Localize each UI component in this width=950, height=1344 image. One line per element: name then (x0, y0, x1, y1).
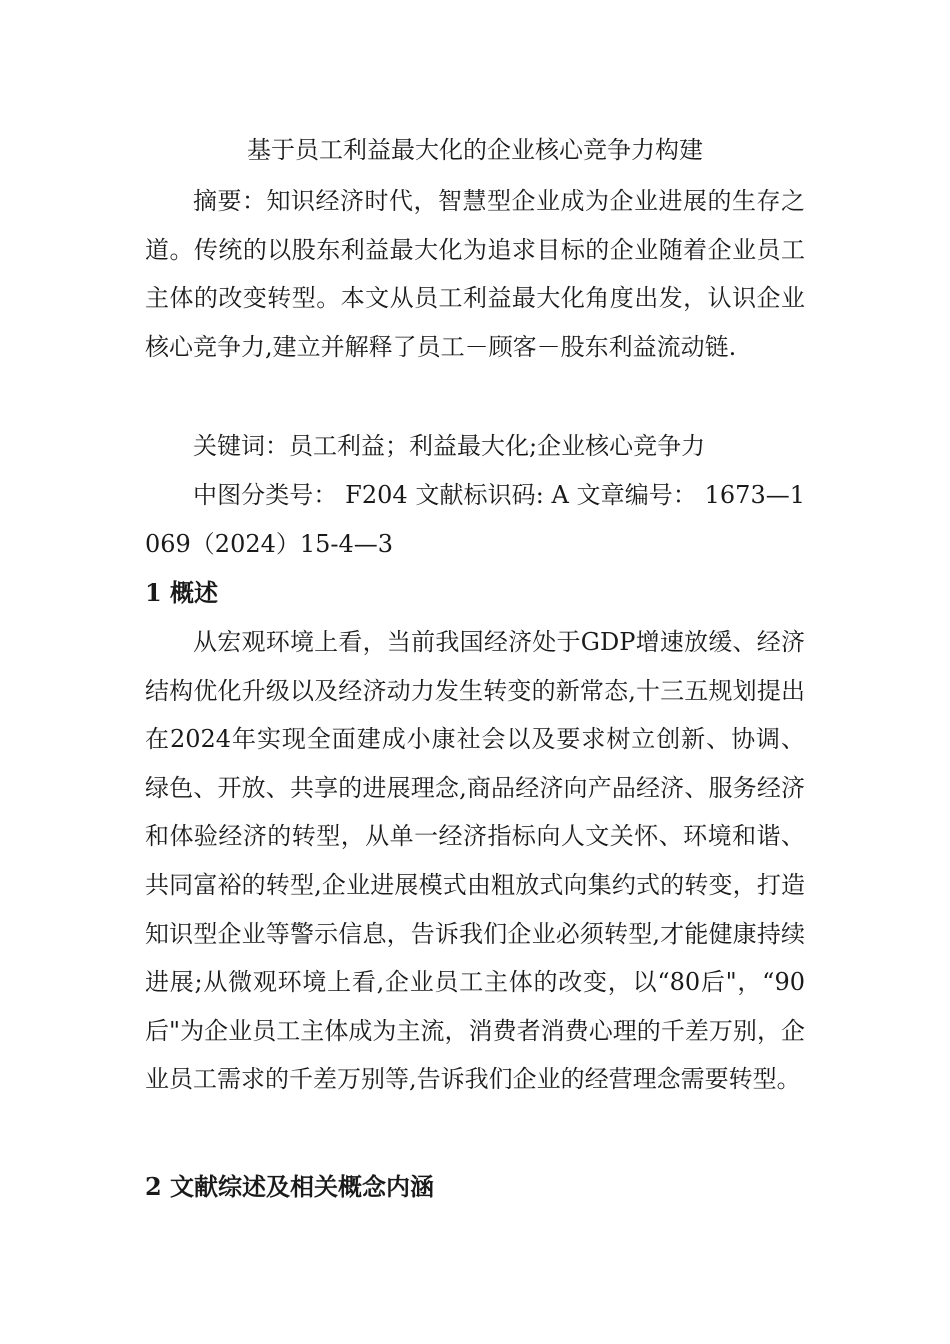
keywords-line: 关键词：员工利益；利益最大化;企业核心竞争力 (193, 432, 706, 460)
section-2-heading: 2 文献综述及相关概念内涵 (145, 1172, 435, 1201)
classification-line: 中图分类号： F204 文献标识码: A 文章编号： 1673—1069（2024）15-4—3 (145, 481, 805, 558)
document-title: 基于员工利益最大化的企业核心竞争力构建 (247, 136, 703, 164)
section-1-heading: 1 概述 (145, 578, 219, 607)
section-1-paragraph: 从宏观环境上看，当前我国经济处于GDP增速放缓、经济结构优化升级以及经济动力发生转变的新常态,十三五规划提出在2024年实现全面建成小康社会以及要求树立创新、协调、绿色、开放、共享的进展理念,商品经济向产品经济、服务经济和体验经济的转型，从单一经济指标向人文关怀、环境和谐、共同富裕的转型,企业进展模式由粗放式向集约式的转变，打造知识型企业等警示信息，告诉我们企业必须转型,才能健康持续进展;从微观环境上看,企业员工主体的改变，以“80后"，“90后"为企业员工主体成为主流，消费者消费心理的千差万别，企业员工需求的千差万别等,告诉我们企业的经营理念需要转型。 (145, 628, 805, 1094)
abstract-paragraph: 摘要：知识经济时代，智慧型企业成为企业进展的生存之道。传统的以股东利益最大化为追求目标的企业随着企业员工主体的改变转型。本文从员工利益最大化角度出发，认识企业核心竞争力,建立并解释了员工－顾客－股东利益流动链. (145, 187, 805, 361)
